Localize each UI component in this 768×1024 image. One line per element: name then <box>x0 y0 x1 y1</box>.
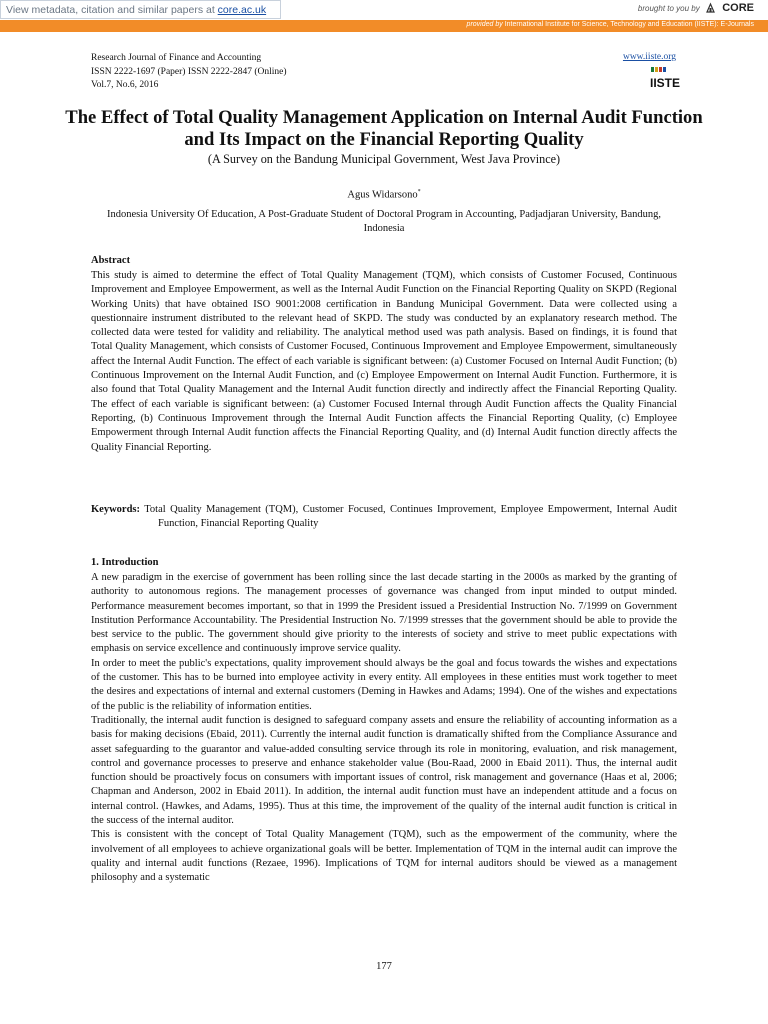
abstract-text: This study is aimed to determine the effect of Total Quality Management (TQM), which consists of Customer Focused, Continuous Improvement and Employee Empowerment, as well as the Internal Audit Function on the Financial Reporting Quality on SKPD (Regional Working Units) that have obtained ISO 9001:2008 certification in Bandung Municipal Government. Data were collected using a questionnaire instrument distributed to the relevant head of SKPD. The study was conducted by an explanatory research method. The collected data were tested for validity and reliability. The analytical method used was path analysis. Based on findings, it is found that Total Quality Management, which consists of Customer Focused, Continuous Improvement and Employee Empowerment, simultaneously affect the Internal Audit Function. The effect of each variable is significant between: (a) Customer Focused on Internal Audit Function; (b) Continuous Improvement on the Internal Audit Function, and (c) Employee Empowerment on Internal Audit Function. Furthermore, it is also found that Total Quality Management and the Internal Audit function directly and indirectly affect the Financial Reporting Quality. The effect of each variable is significant between: (a) Customer Focused Internal through Audit Function affects the Quality Financial Reporting, (b) Continuous Improvement through the Internal Audit Function affects the Financial Reporting Quality, (c) Employee Empowerment through Internal Audit function affects the Financial Reporting Quality, and (d) Internal Audit function directly affects the Quality Financial Reporting. <box>91 270 677 453</box>
intro-paragraph: This is consistent with the concept of Total Quality Management (TQM), such as the empowerment of the community, where the involvement of all employees to achieve organizational goals will be better. Implementation of TQM in the internal audit can improve the quality and internal audit functions (Rezaee, 1996). Implications of TQM for internal auditors should be viewed as a management philosophy and a systematic <box>91 829 677 884</box>
provider-name[interactable]: International Institute for Science, Technology and Education (IISTE): E-Journals <box>504 21 754 28</box>
provided-by-text <box>467 21 754 28</box>
author-footnote-mark: * <box>417 189 421 195</box>
page-number: 177 <box>376 961 392 972</box>
journal-issn: ISSN 2222-1697 (Paper) ISSN 2222-2847 (Online) <box>91 66 287 77</box>
journal-header <box>91 52 287 93</box>
core-logo-icon <box>705 2 716 14</box>
core-branding <box>638 2 754 14</box>
core-metadata-banner <box>0 0 281 19</box>
journal-volume: Vol.7, No.6, 2016 <box>91 80 159 90</box>
introduction-body <box>91 571 677 886</box>
core-logo-text[interactable]: CORE <box>722 2 754 14</box>
journal-name: Research Journal of Finance and Accounting <box>91 53 262 63</box>
author-line <box>60 189 708 201</box>
abstract-heading: Abstract <box>91 255 131 266</box>
intro-paragraph: Traditionally, the internal audit function is designed to safeguard company assets and ensure the reliability of accounting information as a basis for making decisions (Ebaid, 2011). Currently the internal audit function is dramatically shifted from the Compliance Assurance and asset safeguarding to the guarantor and value-added consulting service through its role in monitoring, evaluation, and risk management, control and governance processes to preserve and enhance stakeholder value (Bou-Raad, 2000 in Ebaid 2011). Thus, the internal audit function should be proactively focus on consumers with important issues of control, risk management and governance (Haas et al, 2006; Chapman and Anderson, 2002 in Ebaid 2011). In addition, the internal audit function must have an independent attitude and a focus on internal control. (Hawkes, and Adams, 1995). Thus at this time, the improvement of the quality of the internal audit function is critical in the success of the internal auditor. <box>91 714 677 827</box>
core-banner <box>0 0 768 21</box>
keywords <box>91 503 677 532</box>
keywords-list: Total Quality Management (TQM), Customer Focused, Continues Improvement, Employee Empowerment, Internal Audit Function, Financial Reporting Quality <box>144 504 677 530</box>
paper-subtitle: (A Survey on the Bandung Municipal Government, West Java Province) <box>207 152 561 166</box>
brought-to-you-text: brought to you by <box>637 4 700 13</box>
intro-paragraph: A new paradigm in the exercise of government has been rolling since the last decade starting in the 2000s as marked by the granting of authority to autonomous regions. The management processes of governance was changed from input minded to output minded. Performance measurement becomes important, so that in 1999 the President issued a Presidential Instruction No. 7/1999 on Government Institution Performance Accountability. The Presidential Instruction No. 7/1999 stresses that the government should be able to provide the best service to the public. The government should give priority to the interests of society and strive to meet public expectations with emphasis on service excellence and continuously improve service quality. <box>91 572 677 655</box>
core-link[interactable]: core.ac.uk <box>217 4 267 16</box>
author-affiliation: Indonesia University Of Education, A Post-Graduate Student of Doctoral Program in Accounting, Padjadjaran University, Bandung, Indonesia <box>107 209 661 234</box>
core-metadata-text: View metadata, citation and similar papers at <box>6 4 215 16</box>
iiste-logo-icon <box>650 66 681 90</box>
keywords-label: Keywords: <box>91 504 140 515</box>
section-heading-introduction: 1. Introduction <box>91 557 159 568</box>
journal-url-link[interactable]: www.iiste.org <box>622 52 676 62</box>
author-name: Agus Widarsono <box>347 189 418 201</box>
intro-paragraph: In order to meet the public's expectations, quality improvement should always be the goal and focus towards the wishes and expectations of the customer. This has to be burned into employee activity in every entity. All employees in these entities must work together to meet the desires and expectations of internal and external customers (Deming in Hawkes and Adams; 1994). One of the wishes and expectations of the public is the reliability of information entities. <box>91 657 677 712</box>
provided-by-prefix: provided by <box>466 21 503 28</box>
paper-title: The Effect of Total Quality Management Application on Internal Audit Function and Its Impact on the Financial Reporting Quality <box>65 107 703 150</box>
provided-by-bar <box>0 20 768 32</box>
iiste-logo-text: IISTE <box>650 76 681 90</box>
